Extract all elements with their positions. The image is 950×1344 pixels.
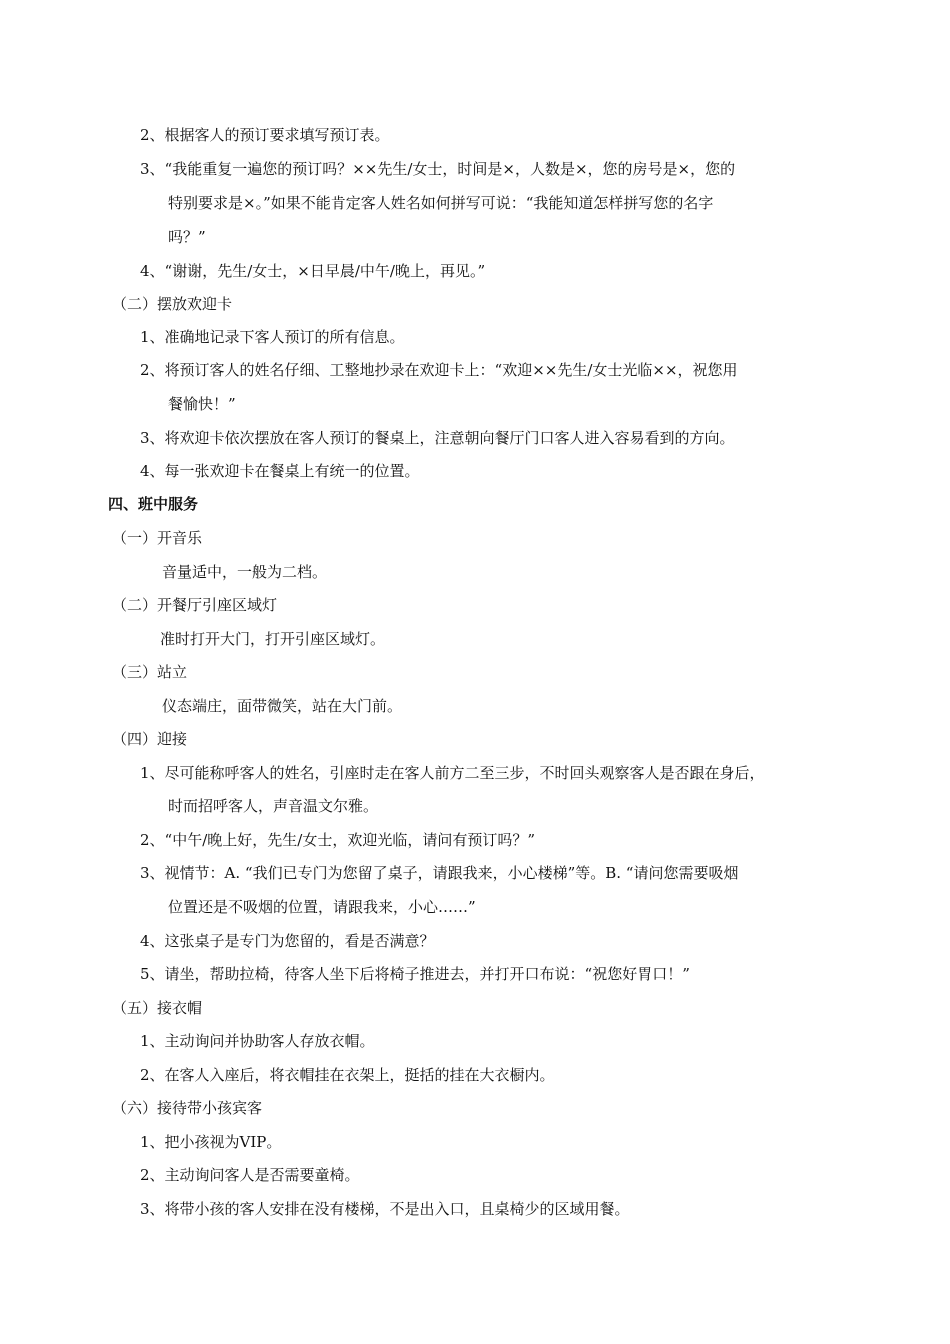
item-line: 4、这张桌子是专门为您留的，看是否满意？ <box>140 932 435 950</box>
body-text: 音量适中，一般为二档。 <box>162 563 328 581</box>
item-line: 2、主动询问客人是否需要童椅。 <box>140 1166 360 1184</box>
subsection-heading: （四）迎接 <box>112 730 188 748</box>
subsection-heading: （三）站立 <box>112 663 188 681</box>
body-text: 准时打开大门，打开引座区域灯。 <box>160 630 386 648</box>
item-line: 3、“我能重复一遍您的预订吗？××先生/女士，时间是×，人数是×，您的房号是×，您的 <box>140 160 736 178</box>
item-line: 5、请坐，帮助拉椅，待客人坐下后将椅子推进去，并打开口布说：“祝您好胃口！” <box>140 965 690 983</box>
item-line: 2、“中午/晚上好，先生/女士，欢迎光临，请问有预订吗？” <box>140 831 535 849</box>
item-line: 1、准确地记录下客人预订的所有信息。 <box>140 328 405 346</box>
subsection-heading: （五）接衣帽 <box>112 999 203 1017</box>
section-heading: 四、班中服务 <box>108 495 199 513</box>
item-line: 3、视情节：A. “我们已专门为您留了桌子，请跟我来，小心楼梯”等。B. “请问您需要吸烟 <box>140 864 739 882</box>
item-line: 4、每一张欢迎卡在餐桌上有统一的位置。 <box>140 462 420 480</box>
subsection-heading: （一）开音乐 <box>112 529 203 547</box>
item-continuation: 时而招呼客人，声音温文尔雅。 <box>168 797 379 815</box>
item-line: 1、把小孩视为VIP。 <box>140 1133 282 1151</box>
item-continuation: 餐愉快！” <box>168 395 236 413</box>
item-line: 2、根据客人的预订要求填写预订表。 <box>140 126 390 144</box>
item-line: 3、将欢迎卡依次摆放在客人预订的餐桌上，注意朝向餐厅门口客人进入容易看到的方向。 <box>140 429 735 447</box>
item-continuation: 特别要求是×。”如果不能肯定客人姓名如何拼写可说：“我能知道怎样拼写您的名字 <box>168 194 714 212</box>
item-line: 1、尽可能称呼客人的姓名，引座时走在客人前方二至三步，不时回头观察客人是否跟在身后， <box>140 764 765 782</box>
item-continuation: 位置还是不吸烟的位置，请跟我来，小心……” <box>168 898 476 916</box>
item-line: 2、在客人入座后，将衣帽挂在衣架上，挺括的挂在大衣橱内。 <box>140 1066 555 1084</box>
subsection-heading: （二）开餐厅引座区域灯 <box>112 596 278 614</box>
body-text: 仪态端庄，面带微笑，站在大门前。 <box>162 697 403 715</box>
item-line: 4、“谢谢，先生/女士，×日早晨/中午/晚上，再见。” <box>140 262 486 280</box>
subsection-heading: （二）摆放欢迎卡 <box>112 295 233 313</box>
item-line: 1、主动询问并协助客人存放衣帽。 <box>140 1032 375 1050</box>
item-continuation: 吗？” <box>168 228 206 246</box>
item-line: 3、将带小孩的客人安排在没有楼梯，不是出入口，且桌椅少的区域用餐。 <box>140 1200 630 1218</box>
item-line: 2、将预订客人的姓名仔细、工整地抄录在欢迎卡上：“欢迎××先生/女士光临××，祝您用 <box>140 361 738 379</box>
subsection-heading: （六）接待带小孩宾客 <box>112 1099 263 1117</box>
